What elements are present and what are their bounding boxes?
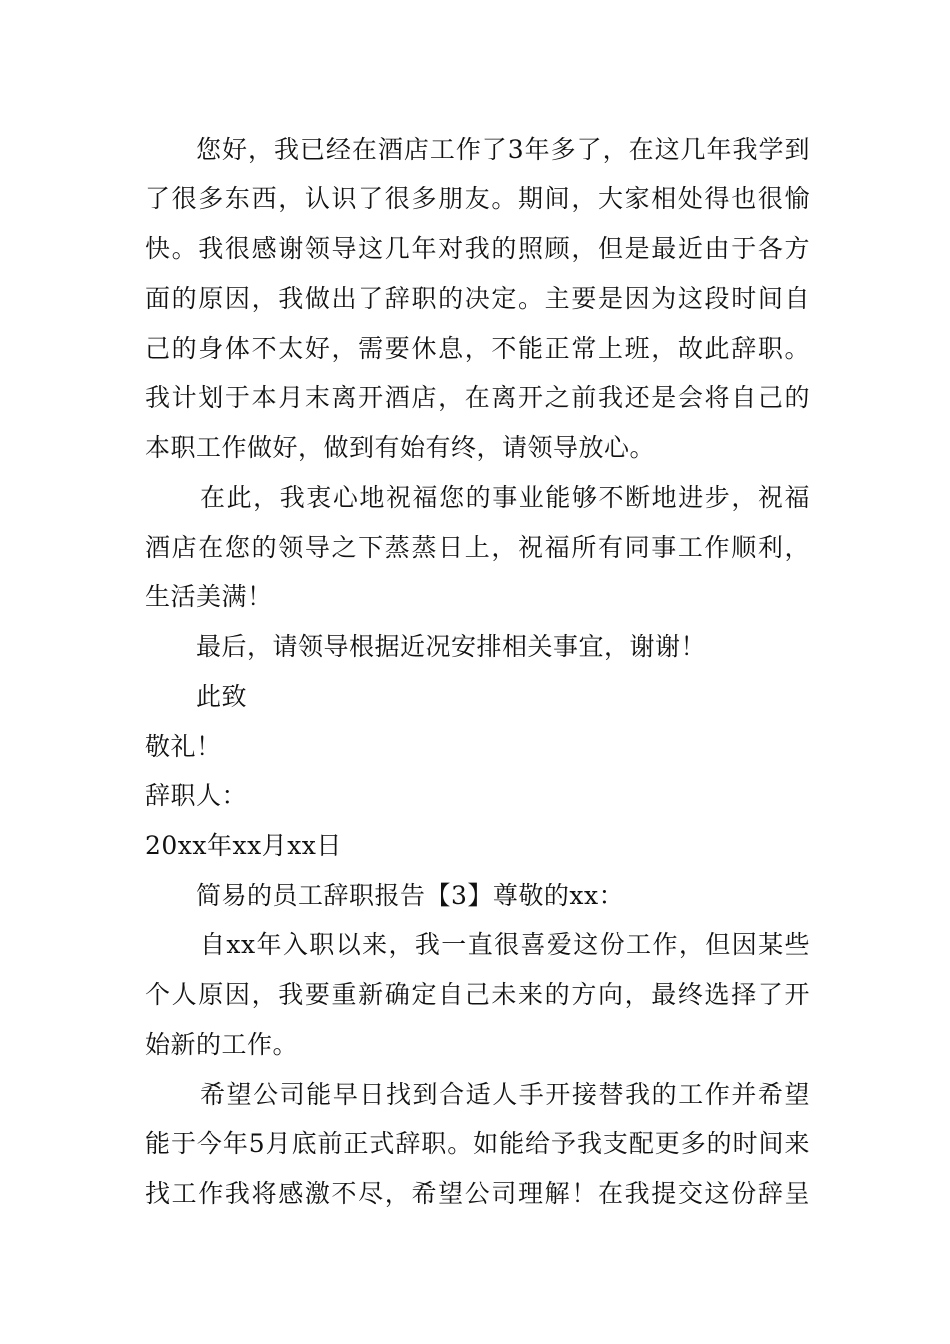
- paragraph-line: 本职工作做好，做到有始有终，请领导放心。: [145, 433, 656, 462]
- section-heading: 简易的员工辞职报告【3】尊敬的xx：: [196, 881, 625, 910]
- paragraph-line: 个人原因，我要重新确定自己未来的方向，最终选择了开: [145, 980, 810, 1009]
- paragraph-line: 找工作我将感激不尽，希望公司理解！在我提交这份辞呈: [145, 1179, 810, 1208]
- paragraph-line: 在此，我衷心地祝福您的事业能够不断地进步，祝福: [200, 483, 810, 512]
- paragraph-line: 我计划于本月末离开酒店，在离开之前我还是会将自己的: [145, 383, 810, 412]
- paragraph-line: 己的身体不太好，需要休息，不能正常上班，故此辞职。: [145, 334, 810, 363]
- paragraph-line: 始新的工作。: [145, 1030, 299, 1059]
- closing-salute: 敬礼！: [145, 732, 222, 761]
- paragraph-line: 酒店在您的领导之下蒸蒸日上，祝福所有同事工作顺利，: [145, 533, 810, 562]
- paragraph-line: 面的原因，我做出了辞职的决定。主要是因为这段时间自: [145, 284, 810, 313]
- signature-label: 辞职人：: [145, 781, 248, 810]
- paragraph-line: 希望公司能早日找到合适人手开接替我的工作并希望: [200, 1080, 810, 1109]
- paragraph-line: 最后，请领导根据近况安排相关事宜，谢谢！: [196, 632, 707, 661]
- paragraph-line: 了很多东西，认识了很多朋友。期间，大家相处得也很愉: [145, 184, 810, 213]
- closing-greeting: 此致: [196, 682, 248, 711]
- paragraph-line: 生活美满！: [145, 582, 273, 611]
- date-line: 20xx年xx月xx日: [145, 831, 342, 860]
- paragraph-line: 自xx年入职以来，我一直很喜爱这份工作，但因某些: [200, 930, 810, 959]
- paragraph-line: 快。我很感谢领导这几年对我的照顾，但是最近由于各方: [145, 234, 810, 263]
- paragraph-line: 能于今年5月底前正式辞职。如能给予我支配更多的时间来: [145, 1129, 810, 1158]
- paragraph-line: 您好，我已经在酒店工作了3年多了，在这几年我学到: [196, 135, 810, 164]
